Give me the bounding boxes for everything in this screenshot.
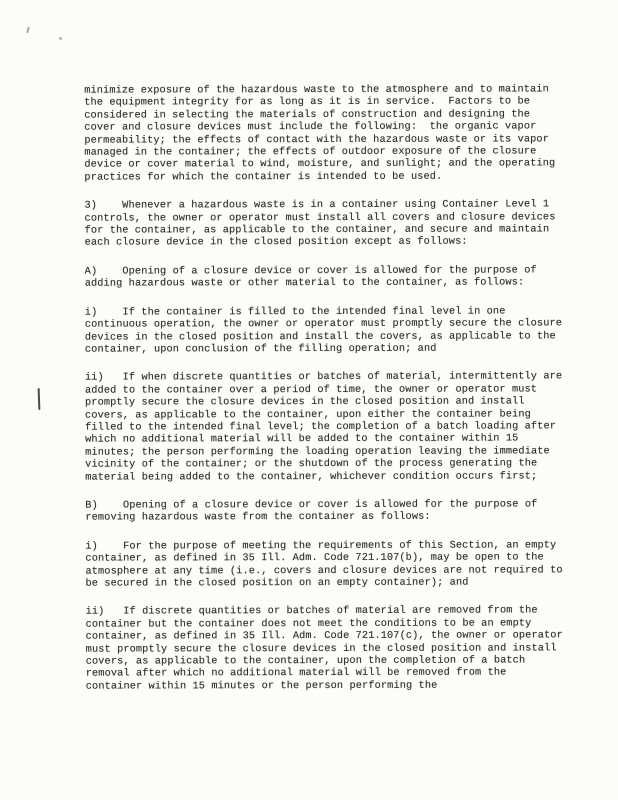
paragraph-3: 3) Whenever a hazardous waste is in a container using Container Level 1 controls, the owner or operator must install all covers and closure devices for the container, as applicable to the container, and secure and maintain each closure device in the closed position except as follows: [84, 198, 562, 250]
document-text [84, 83, 570, 709]
paragraph-intro-continuation: minimize exposure of the hazardous waste to the atmosphere and to maintain the equipment integrity for as long as it is in service. Factors to be considered in selecting the materials of construction and designing the cover and closure devices must include the following: the organic vapor permeability; the effects of contact with the hazardous waste or its vapor managed in the container; the effects of outdoor exposure of the closure device or cover material to wind, moisture, and sunlight; and the operating practices for which the container is intended to be used. [84, 83, 562, 184]
paragraph-3B-ii: ii) If discrete quantities or batches of material are removed from the container but the container does not meet the conditions to be an empty container, as defined in 35 Ill. Adm. Code 721.107(c), the owner or operator must promptly secure the closure devices in the closed position and install covers, as applicable to the container, upon the completion of a batch removal after which no additional material will be removed from the container within 15 minutes or the person performing the [85, 604, 570, 693]
paragraph-3B: B) Opening of a closure device or cover is allowed for the purpose of removing hazardous waste from the container as follows: [85, 498, 544, 525]
paragraph-3B-i: i) For the purpose of meeting the requirements of this Section, an empty container, as defined in 35 Ill. Adm. Code 721.107(b), may be open to the atmosphere at any time (i.e., covers and closure devices are not required to be secured in the closed position on an empty container); and [85, 539, 569, 590]
scan-artifact [26, 27, 29, 33]
paragraph-3A-i: i) If the container is filled to the intended final level in one continuous operation, the owner or operator must promptly secure the closure devices in the closed position and install the covers, as applicable to the container, upon conclusion of the filling operation; and [84, 305, 569, 356]
margin-annotation-mark [38, 388, 41, 410]
paragraph-3A-ii: ii) If when discrete quantities or batches of material, intermittently are added to the container over a period of time, the owner or operator must promptly secure the closure devices in the closed position and install covers, as applicable to the container, upon either the container being filled to the intended final level; the completion of a batch loading after which no additional material will be added to the container within 15 minutes; the person performing the loading operation leaving the immediate vicinity of the container; or the shutdown of the process generating the material being added to the container, whichever condition occurs first; [84, 370, 569, 484]
paragraph-3A: A) Opening of a closure device or cover is allowed for the purpose of adding hazardous waste or other material to the container, as follows: [84, 264, 544, 290]
scan-artifact [59, 37, 62, 40]
